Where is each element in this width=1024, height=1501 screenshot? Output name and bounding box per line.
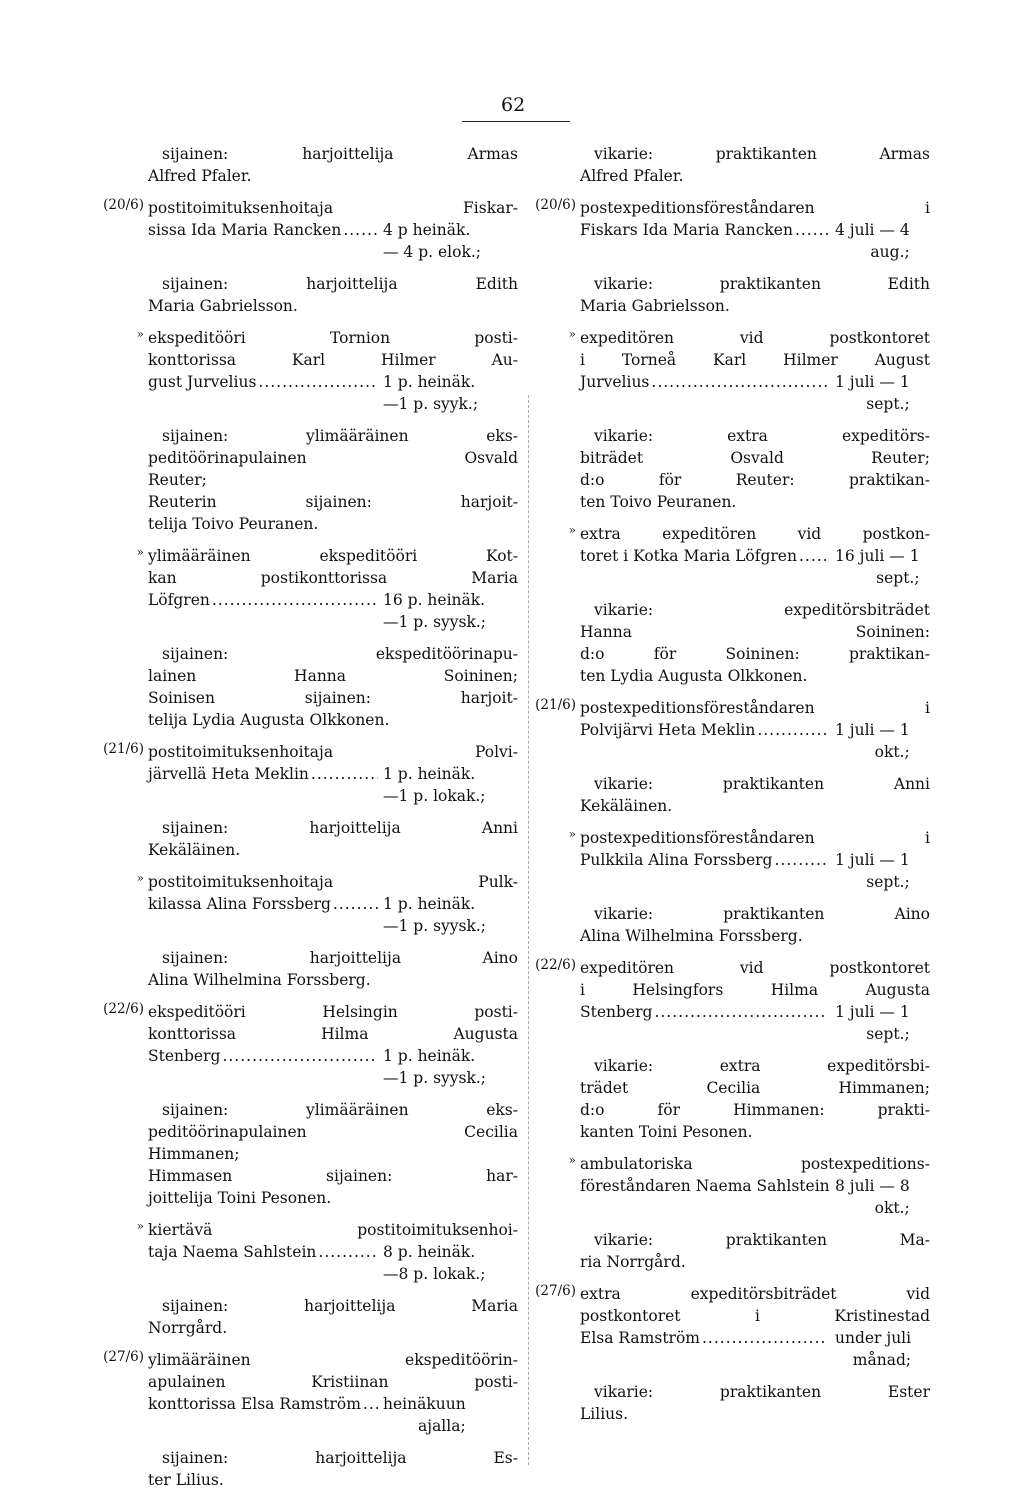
leader-dots: [795, 219, 828, 241]
entry-line: Maria Gabrielsson.: [580, 297, 730, 315]
entry-line: Reuterin sijainen: harjoit-: [148, 493, 518, 511]
entry-line: sijainen: ylimääräinen eks-: [162, 427, 518, 445]
entry: [535, 957, 930, 1043]
entry-mark: (27/6): [535, 1283, 576, 1299]
entry-line: d:o för Reuter: praktikan-: [580, 471, 930, 489]
entry-mark: »: [568, 523, 576, 537]
date-end: —1 p. syyk.;: [383, 395, 479, 413]
entry-date: [835, 371, 910, 415]
entry: [148, 1295, 518, 1339]
entry-line-text: Fiskars Ida Maria Rancken: [580, 221, 793, 239]
entry-line: d:o för Soininen: praktikan-: [580, 645, 930, 663]
entry-line: [580, 1175, 830, 1197]
entry: [580, 143, 930, 187]
entry-line-text: taja Naema Sahlstein: [148, 1243, 317, 1261]
entry-line: vikarie: extra expeditörs-: [594, 427, 930, 445]
entry-line: sijainen: harjoittelija Anni: [162, 819, 518, 837]
entry-date: [383, 893, 486, 937]
leader-dots: [222, 1045, 378, 1067]
leader-dots: [654, 1001, 828, 1023]
entry: [568, 827, 930, 891]
date-start: 1 juli — 1: [835, 1003, 910, 1021]
entry: [580, 773, 930, 817]
entry-mark: (21/6): [535, 697, 576, 713]
entry-date: [383, 589, 486, 633]
entry-line: vikarie: praktikanten Ma-: [594, 1231, 930, 1249]
entry-date: [383, 219, 481, 263]
date-start: 1 p. heinäk.: [383, 895, 476, 913]
entry-line-text: Polvijärvi Heta Meklin: [580, 721, 756, 739]
leader-dots: [702, 1327, 828, 1349]
column-divider: [528, 395, 529, 1465]
entry-line: Norrgård.: [148, 1319, 228, 1337]
entry-line: [580, 849, 830, 871]
entry-line-text: Jurvelius: [580, 373, 650, 391]
date-end: sept.;: [876, 569, 920, 587]
date-start: 4 p heinäk.: [383, 221, 471, 239]
entry-mark: »: [568, 1153, 576, 1167]
entry-line-text: sissa Ida Maria Rancken: [148, 221, 342, 239]
entry: [580, 903, 930, 947]
entry-date: [835, 849, 910, 893]
entry-line: Alina Wilhelmina Forssberg.: [148, 971, 371, 989]
entry: [535, 197, 930, 261]
entry: [136, 545, 518, 631]
entry: [148, 817, 518, 861]
entry: [580, 1055, 930, 1143]
date-end: aug.;: [870, 243, 910, 261]
entry: [148, 1447, 518, 1491]
date-start: 1 juli — 1: [835, 851, 910, 869]
entry: [148, 643, 518, 731]
entry-line: sijainen: harjoittelija Armas: [162, 145, 518, 163]
entry-line: Reuter;: [148, 471, 207, 489]
swedish-column: [535, 143, 930, 1435]
entry-line: ylimääräinen ekspeditööri Kot-: [148, 547, 518, 565]
date-end: okt.;: [874, 1199, 910, 1217]
entry-line-text: gust Jurvelius: [148, 373, 257, 391]
entry-date: [835, 545, 920, 589]
entry-date: [835, 1001, 910, 1045]
date-start: 1 juli — 1: [835, 721, 910, 739]
entry-line: [148, 1241, 380, 1263]
entry-line: [580, 219, 830, 241]
entry-line: ten Toivo Peuranen.: [580, 493, 737, 511]
entry-line: [148, 219, 380, 241]
entry-date: [383, 1393, 466, 1437]
entry-line: expeditören vid postkontoret: [580, 959, 930, 977]
entry-line-text: Löfgren: [148, 591, 210, 609]
entry: [148, 273, 518, 317]
entry-line: extra expeditören vid postkon-: [580, 525, 930, 543]
entry-line: sijainen: harjoittelija Edith: [162, 275, 518, 293]
entry: [580, 1229, 930, 1273]
entry-mark: »: [136, 1219, 144, 1233]
entry: [568, 1153, 930, 1217]
leader-dots: [799, 545, 828, 567]
entry-line: Alfred Pfaler.: [580, 167, 684, 185]
entry-line: postexpeditionsföreståndaren i: [580, 199, 930, 217]
entry-date: [383, 1241, 486, 1285]
entry-line: [580, 719, 830, 741]
date-end: —1 p. syysk.;: [383, 917, 487, 935]
date-end: —1 p. syysk.;: [383, 613, 487, 631]
date-end: — 4 p. elok.;: [383, 243, 481, 261]
entry-date: [835, 219, 910, 263]
entry-mark: »: [136, 545, 144, 559]
entry: [103, 1349, 518, 1435]
entry-line: ylimääräinen ekspeditöörin-: [148, 1351, 518, 1369]
entry-line: kiertävä postitoimituksenhoi-: [148, 1221, 518, 1239]
date-start: under juli: [835, 1329, 912, 1347]
entry-line: konttorissa Karl Hilmer Au-: [148, 351, 518, 369]
finnish-column: [103, 143, 518, 1501]
entry-line-text: konttorissa Elsa Ramström: [148, 1395, 361, 1413]
entry-line-text: toret i Kotka Maria Löfgren: [580, 547, 797, 565]
entry-line: Alfred Pfaler.: [148, 167, 252, 185]
entry-line-text: Stenberg: [148, 1047, 221, 1065]
entry-mark: »: [568, 827, 576, 841]
entry: [148, 143, 518, 187]
entry-line: Hanna Soininen:: [580, 623, 930, 641]
entry-line: telija Toivo Peuranen.: [148, 515, 319, 533]
leader-dots: [318, 1241, 378, 1263]
entry-line-text: kilassa Alina Forssberg: [148, 895, 331, 913]
entry-mark: (22/6): [535, 957, 576, 973]
date-start: 1 p. heinäk.: [383, 373, 476, 391]
entry-line: i Torneå Karl Hilmer August: [580, 351, 930, 369]
entry-line: sijainen: harjoittelija Aino: [162, 949, 518, 967]
entry-line: ekspeditööri Helsingin posti-: [148, 1003, 518, 1021]
entry-line: kan postikonttorissa Maria: [148, 569, 518, 587]
entry-line: [580, 1327, 830, 1349]
entry-line: ekspeditööri Tornion posti-: [148, 329, 518, 347]
entry-line: [580, 371, 830, 393]
entry-line: [148, 589, 380, 611]
date-start: 4 juli — 4: [835, 221, 910, 239]
entry-mark: »: [568, 327, 576, 341]
entry-line: sijainen: harjoittelija Maria: [162, 1297, 518, 1315]
entry-line: [148, 893, 380, 915]
entry: [535, 697, 930, 761]
entry-line: vikarie: praktikanten Armas: [594, 145, 930, 163]
entry-line: vikarie: praktikanten Anni: [594, 775, 930, 793]
entry: [148, 1099, 518, 1209]
entry: [580, 599, 930, 687]
entry-line: Soinisen sijainen: harjoit-: [148, 689, 518, 707]
leader-dots: [333, 893, 378, 915]
entry-mark: »: [136, 871, 144, 885]
entry-line: vikarie: expeditörsbiträdet: [594, 601, 930, 619]
date-start: 16 p. heinäk.: [383, 591, 486, 609]
entry-line: Himmanen;: [148, 1145, 240, 1163]
entry: [580, 273, 930, 317]
entry-line: sijainen: ylimääräinen eks-: [162, 1101, 518, 1119]
entry-line-text: Elsa Ramström: [580, 1329, 700, 1347]
entry: [103, 197, 518, 261]
entry-line: sijainen: ekspeditöörinapu-: [162, 645, 518, 663]
entry-line: ten Lydia Augusta Olkkonen.: [580, 667, 808, 685]
entry-line: lainen Hanna Soininen;: [148, 667, 518, 685]
entry-date: [383, 371, 478, 415]
date-end: —1 p. lokak.;: [383, 787, 486, 805]
entry-line: postitoimituksenhoitaja Polvi-: [148, 743, 518, 761]
entry-date: [835, 719, 910, 763]
entry: [148, 947, 518, 991]
entry-line: trädet Cecilia Himmanen;: [580, 1079, 930, 1097]
leader-dots: [757, 719, 828, 741]
date-start: 1 p. heinäk.: [383, 765, 476, 783]
date-end: månad;: [852, 1351, 912, 1369]
entry-line-text: Pulkkila Alina Forssberg: [580, 851, 773, 869]
date-end: —8 p. lokak.;: [383, 1265, 486, 1283]
date-start: 8 juli — 8: [835, 1177, 910, 1195]
entry-line: [148, 371, 380, 393]
leader-dots: [651, 371, 828, 393]
entry-line: joittelija Toini Pesonen.: [148, 1189, 332, 1207]
entry-line: vikarie: praktikanten Edith: [594, 275, 930, 293]
entry-line: d:o för Himmanen: prakti-: [580, 1101, 930, 1119]
entry-line: [580, 545, 830, 567]
entry-line: vikarie: praktikanten Ester: [594, 1383, 930, 1401]
entry-line: [580, 1001, 830, 1023]
entry-line: [148, 1045, 380, 1067]
entry-line: biträdet Osvald Reuter;: [580, 449, 930, 467]
entry-date: [835, 1175, 910, 1219]
entry-line: expeditören vid postkontoret: [580, 329, 930, 347]
date-end: okt.;: [874, 743, 910, 761]
entry-line-text: Stenberg: [580, 1003, 653, 1021]
date-end: —1 p. syysk.;: [383, 1069, 487, 1087]
entry-line: postkontoret i Kristinestad: [580, 1307, 930, 1325]
entry-mark: (20/6): [103, 197, 144, 213]
date-end: ajalla;: [418, 1417, 466, 1435]
entry-line: apulainen Kristiinan posti-: [148, 1373, 518, 1391]
page-number: 62: [501, 94, 526, 116]
entry-line: ter Lilius.: [148, 1471, 224, 1489]
entry-line: i Helsingfors Hilma Augusta: [580, 981, 930, 999]
entry-mark: (21/6): [103, 741, 144, 757]
entry-line: [148, 763, 380, 785]
entry-line: vikarie: extra expeditörsbi-: [594, 1057, 930, 1075]
entry-line-text: järvellä Heta Meklin: [148, 765, 309, 783]
entry: [580, 1381, 930, 1425]
entry: [568, 327, 930, 413]
date-start: 1 juli — 1: [835, 373, 910, 391]
leader-dots: [343, 219, 378, 241]
entry-line: [148, 1393, 380, 1415]
entry: [136, 1219, 518, 1283]
leader-dots: [258, 371, 378, 393]
entry-line: Lilius.: [580, 1405, 629, 1423]
entry-date: [383, 1045, 486, 1089]
entry-date: [835, 1327, 911, 1371]
entry-line: Kekäläinen.: [580, 797, 673, 815]
date-end: sept.;: [866, 395, 910, 413]
entry-mark: (20/6): [535, 197, 576, 213]
entry-line: Alina Wilhelmina Forssberg.: [580, 927, 803, 945]
entry-mark: »: [136, 327, 144, 341]
leader-dots: [311, 763, 378, 785]
entry: [568, 523, 930, 587]
entry-line: extra expeditörsbiträdet vid: [580, 1285, 930, 1303]
entry: [580, 425, 930, 513]
entry-line: peditöörinapulainen Osvald: [148, 449, 518, 467]
entry-line: vikarie: praktikanten Aino: [594, 905, 930, 923]
entry: [535, 1283, 930, 1369]
entry-line: kanten Toini Pesonen.: [580, 1123, 753, 1141]
entry-line: postexpeditionsföreståndaren i: [580, 699, 930, 717]
entry: [136, 871, 518, 935]
entry-line: Maria Gabrielsson.: [148, 297, 298, 315]
entry: [136, 327, 518, 413]
date-start: 8 p. heinäk.: [383, 1243, 476, 1261]
date-start: 16 juli — 1: [835, 547, 920, 565]
entry-line: sijainen: harjoittelija Es-: [162, 1449, 518, 1467]
date-start: 1 p. heinäk.: [383, 1047, 476, 1065]
entry-line: konttorissa Hilma Augusta: [148, 1025, 518, 1043]
entry-line: postitoimituksenhoitaja Pulk-: [148, 873, 518, 891]
entry: [103, 1001, 518, 1087]
entry-mark: (27/6): [103, 1349, 144, 1365]
date-start: heinäkuun: [383, 1395, 466, 1413]
leader-dots: [774, 849, 828, 871]
entry-line: ria Norrgård.: [580, 1253, 686, 1271]
entry: [148, 425, 518, 535]
entry-line: Himmasen sijainen: har-: [148, 1167, 518, 1185]
entry-line: postitoimituksenhoitaja Fiskar-: [148, 199, 518, 217]
leader-dots: [363, 1393, 378, 1415]
date-end: sept.;: [866, 873, 910, 891]
header-rule: [462, 121, 570, 122]
entry-line-text: föreståndaren Naema Sahlstein: [580, 1177, 830, 1195]
entry: [103, 741, 518, 805]
date-end: sept.;: [866, 1025, 910, 1043]
entry-line: telija Lydia Augusta Olkkonen.: [148, 711, 390, 729]
entry-date: [383, 763, 486, 807]
entry-mark: (22/6): [103, 1001, 144, 1017]
entry-line: ambulatoriska postexpeditions-: [580, 1155, 930, 1173]
leader-dots: [212, 589, 378, 611]
entry-line: postexpeditionsföreståndaren i: [580, 829, 930, 847]
entry-line: peditöörinapulainen Cecilia: [148, 1123, 518, 1141]
entry-line: Kekäläinen.: [148, 841, 241, 859]
